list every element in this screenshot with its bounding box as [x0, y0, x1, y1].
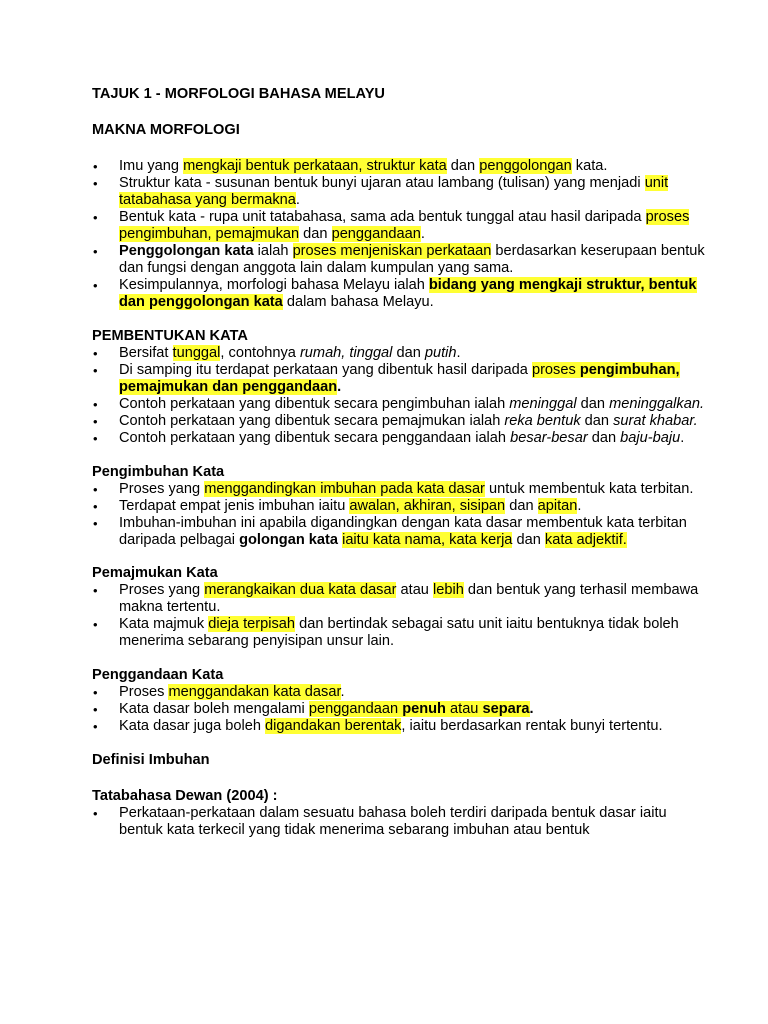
document-body [92, 122, 708, 839]
text-run: Bersifat [119, 345, 173, 361]
list-item [92, 701, 708, 718]
highlighted-text: pengimbuhan, pemajmukan dan penggandaan [119, 362, 680, 395]
highlighted-text: atau [445, 701, 483, 717]
text-run: untuk membentuk kata terbitan. [484, 481, 694, 497]
list-item [92, 718, 708, 735]
bullet-list [92, 158, 708, 311]
text-run: . [295, 192, 300, 208]
list-item [92, 158, 708, 175]
list-item [92, 616, 708, 650]
text-run: . [680, 430, 685, 446]
text-run: Proses [119, 684, 169, 700]
bullet-list [92, 805, 708, 839]
text-run: dan [299, 226, 332, 242]
highlighted-text: apitan [537, 498, 578, 514]
bullet-list [92, 481, 708, 549]
list-item [92, 209, 708, 243]
bullet-list [92, 582, 708, 650]
highlighted-text: unit tatabahasa yang bermakna [119, 175, 669, 208]
text-run: rumah, tinggal [299, 345, 393, 361]
list-item [92, 515, 708, 549]
bullet-list [92, 345, 708, 447]
text-run: reka bentuk [504, 413, 581, 429]
text-run: atau [396, 582, 433, 598]
list-item [92, 396, 708, 413]
text-run: golongan kata [239, 532, 339, 548]
text-run: dalam bahasa Melayu. [282, 294, 434, 310]
text-run: surat khabar. [613, 413, 698, 429]
text-run: besar-besar [510, 430, 588, 446]
text-run: dan [392, 345, 425, 361]
list-item [92, 582, 708, 616]
text-run: dan bentuk yang terhasil membawa makna tertentu. [119, 582, 699, 615]
text-run: Contoh perkataan yang dibentuk secara pengimbuhan ialah [119, 396, 510, 412]
list-item [92, 805, 708, 839]
section-heading: MAKNA MORFOLOGI [92, 122, 240, 138]
section [92, 565, 708, 650]
list-item [92, 277, 708, 311]
text-run: dan [587, 430, 621, 446]
highlighted-text: penggolongan [479, 158, 572, 174]
text-run: baju-baju [620, 430, 681, 446]
text-run: meninggal [509, 396, 577, 412]
text-run: Contoh perkataan yang dibentuk secara pemajmukan ialah [119, 413, 505, 429]
section [92, 122, 708, 311]
highlighted-text: iaitu kata nama, kata kerja [342, 532, 513, 548]
text-run: dan [580, 413, 614, 429]
section-heading: Tatabahasa Dewan (2004) : [92, 788, 278, 804]
highlighted-text: tunggal [172, 345, 221, 361]
section-heading: PEMBENTUKAN KATA [92, 328, 248, 344]
highlighted-text: proses [531, 362, 580, 378]
highlighted-text: proses menjeniskan perkataan [292, 243, 492, 259]
list-item [92, 430, 708, 447]
text-run: . [577, 498, 582, 514]
highlighted-text: menggandakan kata dasar [168, 684, 341, 700]
section-heading: Pengimbuhan Kata [92, 464, 225, 480]
text-run: . [456, 345, 461, 361]
highlighted-text: penggandaan [308, 701, 403, 717]
text-run: Bentuk kata - rupa unit tatabahasa, sama ada bentuk tunggal atau hasil daripada [119, 209, 646, 225]
list-item [92, 684, 708, 701]
highlighted-text: dieja terpisah [208, 616, 296, 632]
page-title: TAJUK 1 - MORFOLOGI BAHASA MELAYU [92, 86, 385, 102]
section [92, 788, 708, 839]
text-run: , contohnya [220, 345, 300, 361]
highlighted-text: kata adjektif. [544, 532, 627, 548]
text-run: meninggalkan. [609, 396, 705, 412]
text-run: Contoh perkataan yang dibentuk secara penggandaan ialah [119, 430, 511, 446]
text-run: Terdapat empat jenis imbuhan iaitu [119, 498, 350, 514]
section [92, 752, 708, 769]
list-item [92, 345, 708, 362]
spacer [92, 139, 708, 158]
text-run: , iaitu berdasarkan rentak bunyi tertentu. [401, 718, 663, 734]
text-run: . [529, 701, 534, 717]
text-run: Kata majmuk [119, 616, 209, 632]
section-heading: Penggandaan Kata [92, 667, 224, 683]
highlighted-text: menggandingkan imbuhan pada kata dasar [204, 481, 485, 497]
highlighted-text: penuh [402, 701, 446, 717]
list-item [92, 175, 708, 209]
text-run: Perkataan-perkataan dalam sesuatu bahasa boleh terdiri daripada bentuk dasar iaitu bentuk kata terkecil yang tidak menerima sebarang imbuhan atau bentuk [119, 805, 667, 838]
section-heading: Definisi Imbuhan [92, 752, 210, 768]
highlighted-text: lebih [432, 582, 464, 598]
text-run: dan [512, 532, 545, 548]
list-item [92, 498, 708, 515]
text-run: . [337, 379, 342, 395]
text-run: dan [446, 158, 480, 174]
highlighted-text: bidang yang mengkaji struktur, bentuk dan penggolongan kata [119, 277, 697, 310]
list-item [92, 413, 708, 430]
text-run: Kesimpulannya, morfologi bahasa Melayu ialah [119, 277, 429, 293]
text-run: kata. [571, 158, 608, 174]
highlighted-text: awalan, akhiran, sisipan [349, 498, 506, 514]
section-heading: Pemajmukan Kata [92, 565, 218, 581]
text-run: berdasarkan keserupaan bentuk dan fungsi dengan anggota lain dalam kumpulan yang sama. [119, 243, 705, 276]
bullet-list [92, 684, 708, 735]
section [92, 667, 708, 735]
highlighted-text: penggandaan [331, 226, 421, 242]
section [92, 328, 708, 447]
text-run: Penggolongan kata [119, 243, 254, 259]
text-run: Kata dasar boleh mengalami [119, 701, 309, 717]
text-run: Struktur kata - susunan bentuk bunyi ujaran atau lambang (tulisan) yang menjadi [119, 175, 645, 191]
text-run: Kata dasar juga boleh [119, 718, 266, 734]
highlighted-text: separa [482, 701, 530, 717]
text-run: . [340, 684, 345, 700]
text-run: putih [424, 345, 457, 361]
text-run: Imu yang [119, 158, 184, 174]
section [92, 464, 708, 549]
highlighted-text: proses pengimbuhan, pemajmukan [119, 209, 690, 242]
text-run: Di samping itu terdapat perkataan yang dibentuk hasil daripada [119, 362, 532, 378]
highlighted-text: merangkaikan dua kata dasar [204, 582, 397, 598]
text-run: Proses yang [119, 481, 205, 497]
list-item [92, 481, 708, 498]
text-run: ialah [253, 243, 293, 259]
text-run: Imbuhan-imbuhan ini apabila digandingkan dengan kata dasar membentuk kata terbitan daripada pelbagai [119, 515, 687, 548]
text-run: . [420, 226, 425, 242]
highlighted-text: mengkaji bentuk perkataan, struktur kata [183, 158, 447, 174]
text-run: Proses yang [119, 582, 205, 598]
text-run: dan bertindak sebagai satu unit iaitu bentuknya tidak boleh menerima sebarang penyisipan unsur lain. [119, 616, 679, 649]
highlighted-text: digandakan berentak [265, 718, 402, 734]
list-item [92, 362, 708, 396]
list-item [92, 243, 708, 277]
text-run: dan [505, 498, 538, 514]
text-run: dan [576, 396, 610, 412]
